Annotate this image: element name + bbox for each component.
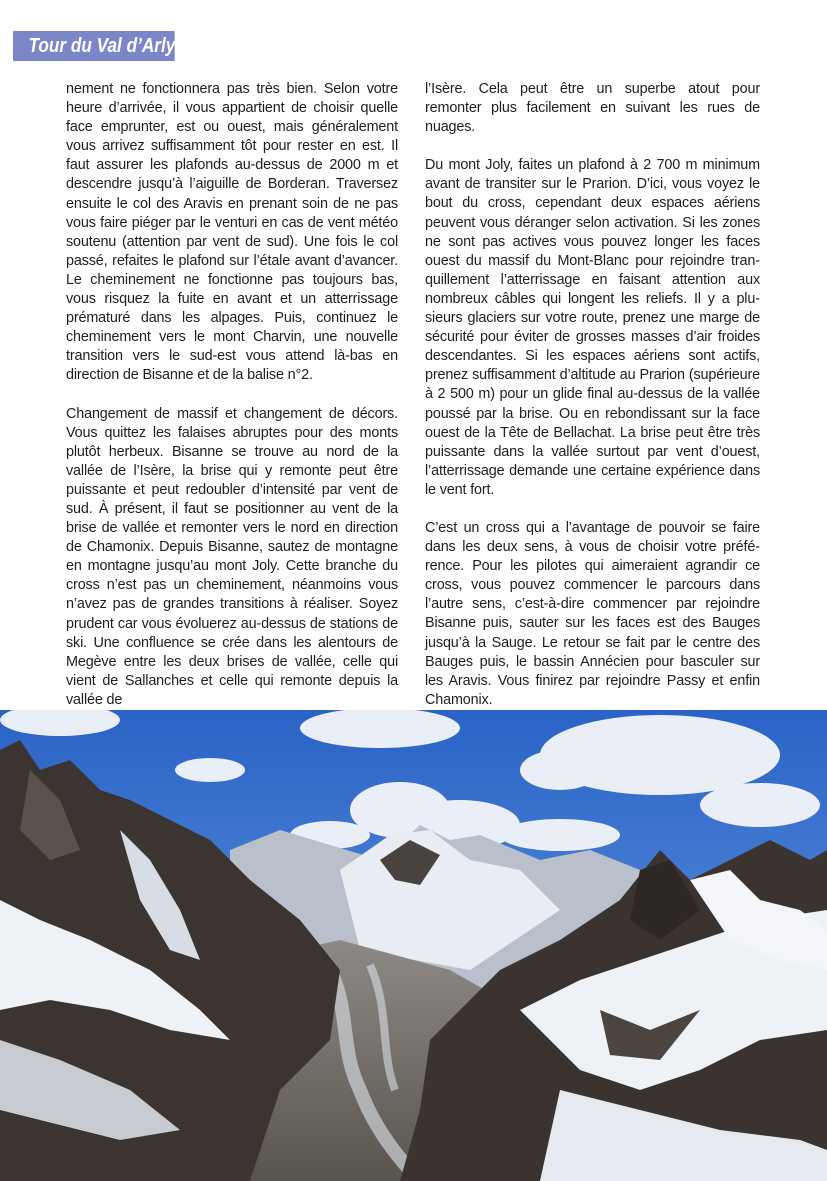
paragraph: C’est un cross qui a l’avantage de pouvoir se faire dans les deux sens, à vous de choisir votre préférence. Pour les pilotes qui aimeraient agrandir ce cross, vous pouvez commencer le parcours dans l’autre sens, c’est-à-dire commencer par rejoindre Bisanne puis, sauter sur les faces est des Bauges jusqu’à la Sauge. Le retour se fait par le centre des Bauges puis, le bassin Annécien pour basculer sur les Aravis. Vous finirez par rejoindre Passy et enfin Chamonix. bbox=[425, 519, 760, 708]
left-text-column bbox=[66, 80, 398, 729]
paragraph: Du mont Joly, faites un plafond à 2 700 m minimum avant de transiter sur le Prarion. D’ici, vous voyez le bout du cross, cependant deux espaces aériens peuvent vous déranger selon activation. Si les zones ne sont pas actives vous pouvez longer les faces ouest du massif du Mont-Blanc pour rejoindre tranquillement l’atterrissage en faisant attention aux nombreux câbles qui longent les reliefs. Il y a plusieurs glaciers sur votre route, prenez une marge de sécurité pour éviter de grosses masses d’air froides descendantes. Si les espaces aériens sont actifs, prenez suffisamment d’altitude au Prarion (supérieure à 2 500 m) pour un glide final au-dessus de la vallée poussé par la brise. Ou en rebondissant sur la face ouest de la Tête de Bellachat. La brise peut être très puissante dans la vallée surtout par vent d’ouest, l’atterrissage demande une certaine expérience dans le vent fort. bbox=[425, 157, 760, 498]
section-title-tag: Tour du Val d’Arly bbox=[13, 31, 175, 61]
right-text-column bbox=[425, 80, 760, 729]
paragraph: l’Isère. Cela peut être un superbe atout pour remonter plus facilement en suivant les rues de nuages. bbox=[425, 81, 760, 136]
paragraph: Changement de massif et changement de décors. Vous quittez les falaises abruptes pour des monts plutôt herbeux. Bisanne se trouve au nord de la vallée de l’Isère, la brise qui y remonte peut être puissante et peut redoubler d’intensité par vent de sud. À présent, il faut se positionner au vent de la brise de vallée et remonter vers le nord en direction de Chamonix. Depuis Bisanne, sautez de montagne en montagne jusqu’au mont Joly. Cette branche du cross n’est pas un cheminement, néanmoins vous n’avez pas de grandes transitions à réaliser. Soyez prudent car vous évoluerez au-dessus de stations de ski. Une confluence se crée dans les alentours de Megève entre les deux brises de vallée, celle qui vient de Sallanches et celle qui remonte depuis la vallée de bbox=[66, 405, 398, 708]
mountain-landscape-photo bbox=[0, 710, 827, 1181]
paragraph: nement ne fonctionnera pas très bien. Selon votre heure d’arrivée, il vous appartient de choisir quelle face emprunter, est ou ouest, mais généralement vous arrivez suffisamment tôt pour rester en est. Il faut assurer les plafonds au-dessus de 2000 m et descendre jusqu’à l’aiguille de Borderan. Traversez ensuite le col des Aravis en prenant soin de ne pas vous faire piéger par le venturi en cas de vent météo soutenu (attention par vent de sud). Une fois le col passé, refaites le plafond sur l’étale avant d’avancer. Le cheminement ne fonctionne pas toujours bas, vous risquez la fuite en avant et un atterrissage prématuré dans les alpages. Puis, continuez le cheminement vers le mont Charvin, une nouvelle transition vers le sud-est vous attend là-bas en direction de Bisanne et de la balise n°2. bbox=[66, 81, 398, 384]
